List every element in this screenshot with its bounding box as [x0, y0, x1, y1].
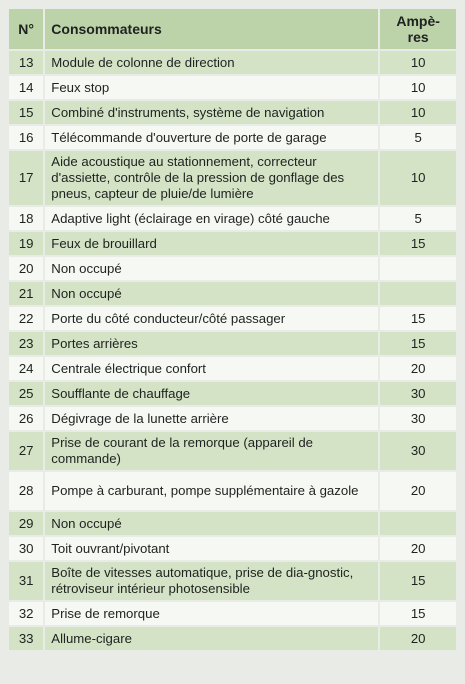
row-consumer: Allume-cigare — [45, 627, 378, 650]
row-amperes: 20 — [380, 537, 456, 560]
table-body — [9, 51, 456, 650]
table-row — [9, 76, 456, 99]
row-consumer: Dégivrage de la lunette arrière — [45, 407, 378, 430]
table-row — [9, 562, 456, 600]
row-number: 27 — [9, 432, 43, 470]
row-number: 17 — [9, 151, 43, 205]
table-row — [9, 282, 456, 305]
row-amperes: 15 — [380, 602, 456, 625]
row-number: 14 — [9, 76, 43, 99]
row-amperes: 10 — [380, 51, 456, 74]
row-amperes: 5 — [380, 207, 456, 230]
header-consumer: Consommateurs — [45, 9, 378, 49]
row-consumer: Toit ouvrant/pivotant — [45, 537, 378, 560]
row-consumer: Télécommande d'ouverture de porte de garage — [45, 126, 378, 149]
table-row — [9, 512, 456, 535]
row-consumer: Non occupé — [45, 257, 378, 280]
row-number: 26 — [9, 407, 43, 430]
header-number: N° — [9, 9, 43, 49]
table-row — [9, 126, 456, 149]
row-amperes: 30 — [380, 382, 456, 405]
row-number: 28 — [9, 472, 43, 510]
row-consumer: Prise de courant de la remorque (appareil de commande) — [45, 432, 378, 470]
row-consumer: Combiné d'instruments, système de navigation — [45, 101, 378, 124]
table-row — [9, 51, 456, 74]
row-number: 29 — [9, 512, 43, 535]
row-amperes: 5 — [380, 126, 456, 149]
row-consumer: Aide acoustique au stationnement, correcteur d'assiette, contrôle de la pression de gonflage des pneus, capteur de pluie/de lumière — [45, 151, 378, 205]
row-number: 22 — [9, 307, 43, 330]
row-amperes — [380, 512, 456, 535]
row-number: 15 — [9, 101, 43, 124]
row-consumer: Portes arrières — [45, 332, 378, 355]
row-amperes: 15 — [380, 307, 456, 330]
table-row — [9, 151, 456, 205]
row-number: 19 — [9, 232, 43, 255]
table-row — [9, 257, 456, 280]
row-amperes: 10 — [380, 151, 456, 205]
row-number: 13 — [9, 51, 43, 74]
row-consumer: Non occupé — [45, 282, 378, 305]
row-consumer: Adaptive light (éclairage en virage) côté gauche — [45, 207, 378, 230]
row-consumer: Module de colonne de direction — [45, 51, 378, 74]
table-row — [9, 207, 456, 230]
table-row — [9, 357, 456, 380]
row-number: 16 — [9, 126, 43, 149]
table-row — [9, 407, 456, 430]
table-row — [9, 307, 456, 330]
row-amperes: 30 — [380, 432, 456, 470]
table-row — [9, 627, 456, 650]
row-number: 25 — [9, 382, 43, 405]
row-amperes: 10 — [380, 101, 456, 124]
row-consumer: Non occupé — [45, 512, 378, 535]
row-number: 20 — [9, 257, 43, 280]
row-number: 30 — [9, 537, 43, 560]
row-amperes: 10 — [380, 76, 456, 99]
row-amperes — [380, 282, 456, 305]
row-amperes: 15 — [380, 232, 456, 255]
row-consumer: Pompe à carburant, pompe supplémentaire à gazole — [45, 472, 378, 510]
row-consumer: Porte du côté conducteur/côté passager — [45, 307, 378, 330]
table-row — [9, 432, 456, 470]
row-amperes: 20 — [380, 472, 456, 510]
table-header — [9, 9, 456, 49]
table-row — [9, 537, 456, 560]
row-consumer: Feux de brouillard — [45, 232, 378, 255]
row-number: 23 — [9, 332, 43, 355]
table-row — [9, 101, 456, 124]
row-consumer: Soufflante de chauffage — [45, 382, 378, 405]
row-amperes: 20 — [380, 627, 456, 650]
fuse-table — [7, 7, 458, 652]
header-amperes: Ampè- res — [380, 9, 456, 49]
table-row — [9, 472, 456, 510]
row-number: 31 — [9, 562, 43, 600]
row-number: 24 — [9, 357, 43, 380]
row-number: 32 — [9, 602, 43, 625]
row-number: 18 — [9, 207, 43, 230]
row-amperes: 20 — [380, 357, 456, 380]
table-row — [9, 232, 456, 255]
row-number: 33 — [9, 627, 43, 650]
row-consumer: Feux stop — [45, 76, 378, 99]
table-row — [9, 332, 456, 355]
row-amperes: 15 — [380, 562, 456, 600]
row-amperes: 30 — [380, 407, 456, 430]
row-amperes — [380, 257, 456, 280]
row-consumer: Centrale électrique confort — [45, 357, 378, 380]
table-row — [9, 382, 456, 405]
row-number: 21 — [9, 282, 43, 305]
row-consumer: Prise de remorque — [45, 602, 378, 625]
table-row — [9, 602, 456, 625]
row-consumer: Boîte de vitesses automatique, prise de dia-gnostic, rétroviseur intérieur photosensible — [45, 562, 378, 600]
row-amperes: 15 — [380, 332, 456, 355]
